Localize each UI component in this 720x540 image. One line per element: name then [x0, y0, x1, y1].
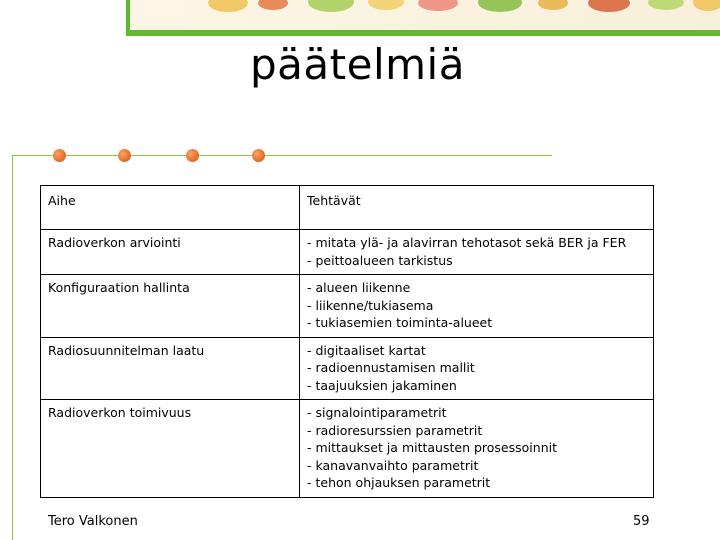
task-line: - kanavanvaihto parametrit [307, 457, 479, 473]
tasks-cell [300, 337, 654, 400]
table-row [41, 400, 654, 498]
task-line: - taajuuksien jakaminen [307, 377, 457, 393]
tasks-cell [300, 400, 654, 498]
horizontal-rule [12, 155, 552, 156]
table-row [41, 230, 654, 275]
page-number: 59 [633, 514, 650, 529]
task-line: - digitaaliset kartat [307, 342, 426, 358]
task-line: - tukiasemien toiminta-alueet [307, 315, 493, 330]
table-header-row [41, 186, 654, 230]
topic-cell: Radioverkon toimivuus [41, 400, 300, 498]
task-line: - radioresurssien parametrit [307, 422, 483, 438]
task-line: - mittaukset ja mittausten prosessoinnit [307, 440, 557, 455]
flower-pattern-image [198, 0, 720, 14]
tasks-cell [300, 230, 654, 275]
topic-cell: Radioverkon arviointi [41, 230, 300, 275]
bullet-dot-icon [252, 149, 265, 162]
footer-author: Tero Valkonen [48, 514, 138, 529]
task-line: - alueen liikenne [307, 280, 411, 295]
topic-cell: Konfiguraation hallinta [41, 275, 300, 338]
topics-table [40, 185, 654, 498]
bullet-dot-icon [53, 149, 66, 162]
bullet-dot-icon [186, 149, 199, 162]
task-line: - radioennustamisen mallit [307, 360, 475, 375]
column-header-tasks: Tehtävät [300, 186, 654, 230]
vertical-rule [12, 155, 13, 540]
header-decorative-art [128, 0, 720, 34]
column-header-topic: Aihe [41, 186, 300, 230]
task-line: - tehon ohjauksen parametrit [307, 475, 491, 490]
task-line: - signalointiparametrit [307, 405, 447, 420]
header-accent-bar [128, 30, 720, 36]
table-row [41, 275, 654, 338]
tasks-cell [300, 275, 654, 338]
table-row [41, 337, 654, 400]
bullet-dot-icon [118, 149, 131, 162]
task-line: - liikenne/tukiasema [307, 297, 434, 313]
topic-cell: Radiosuunnitelman laatu [41, 337, 300, 400]
task-line: - mitata ylä- ja alavirran tehotasot sekä BER ja FER [307, 235, 627, 250]
task-line: - peittoalueen tarkistus [307, 252, 453, 268]
slide-title: päätelmiä [250, 40, 465, 89]
